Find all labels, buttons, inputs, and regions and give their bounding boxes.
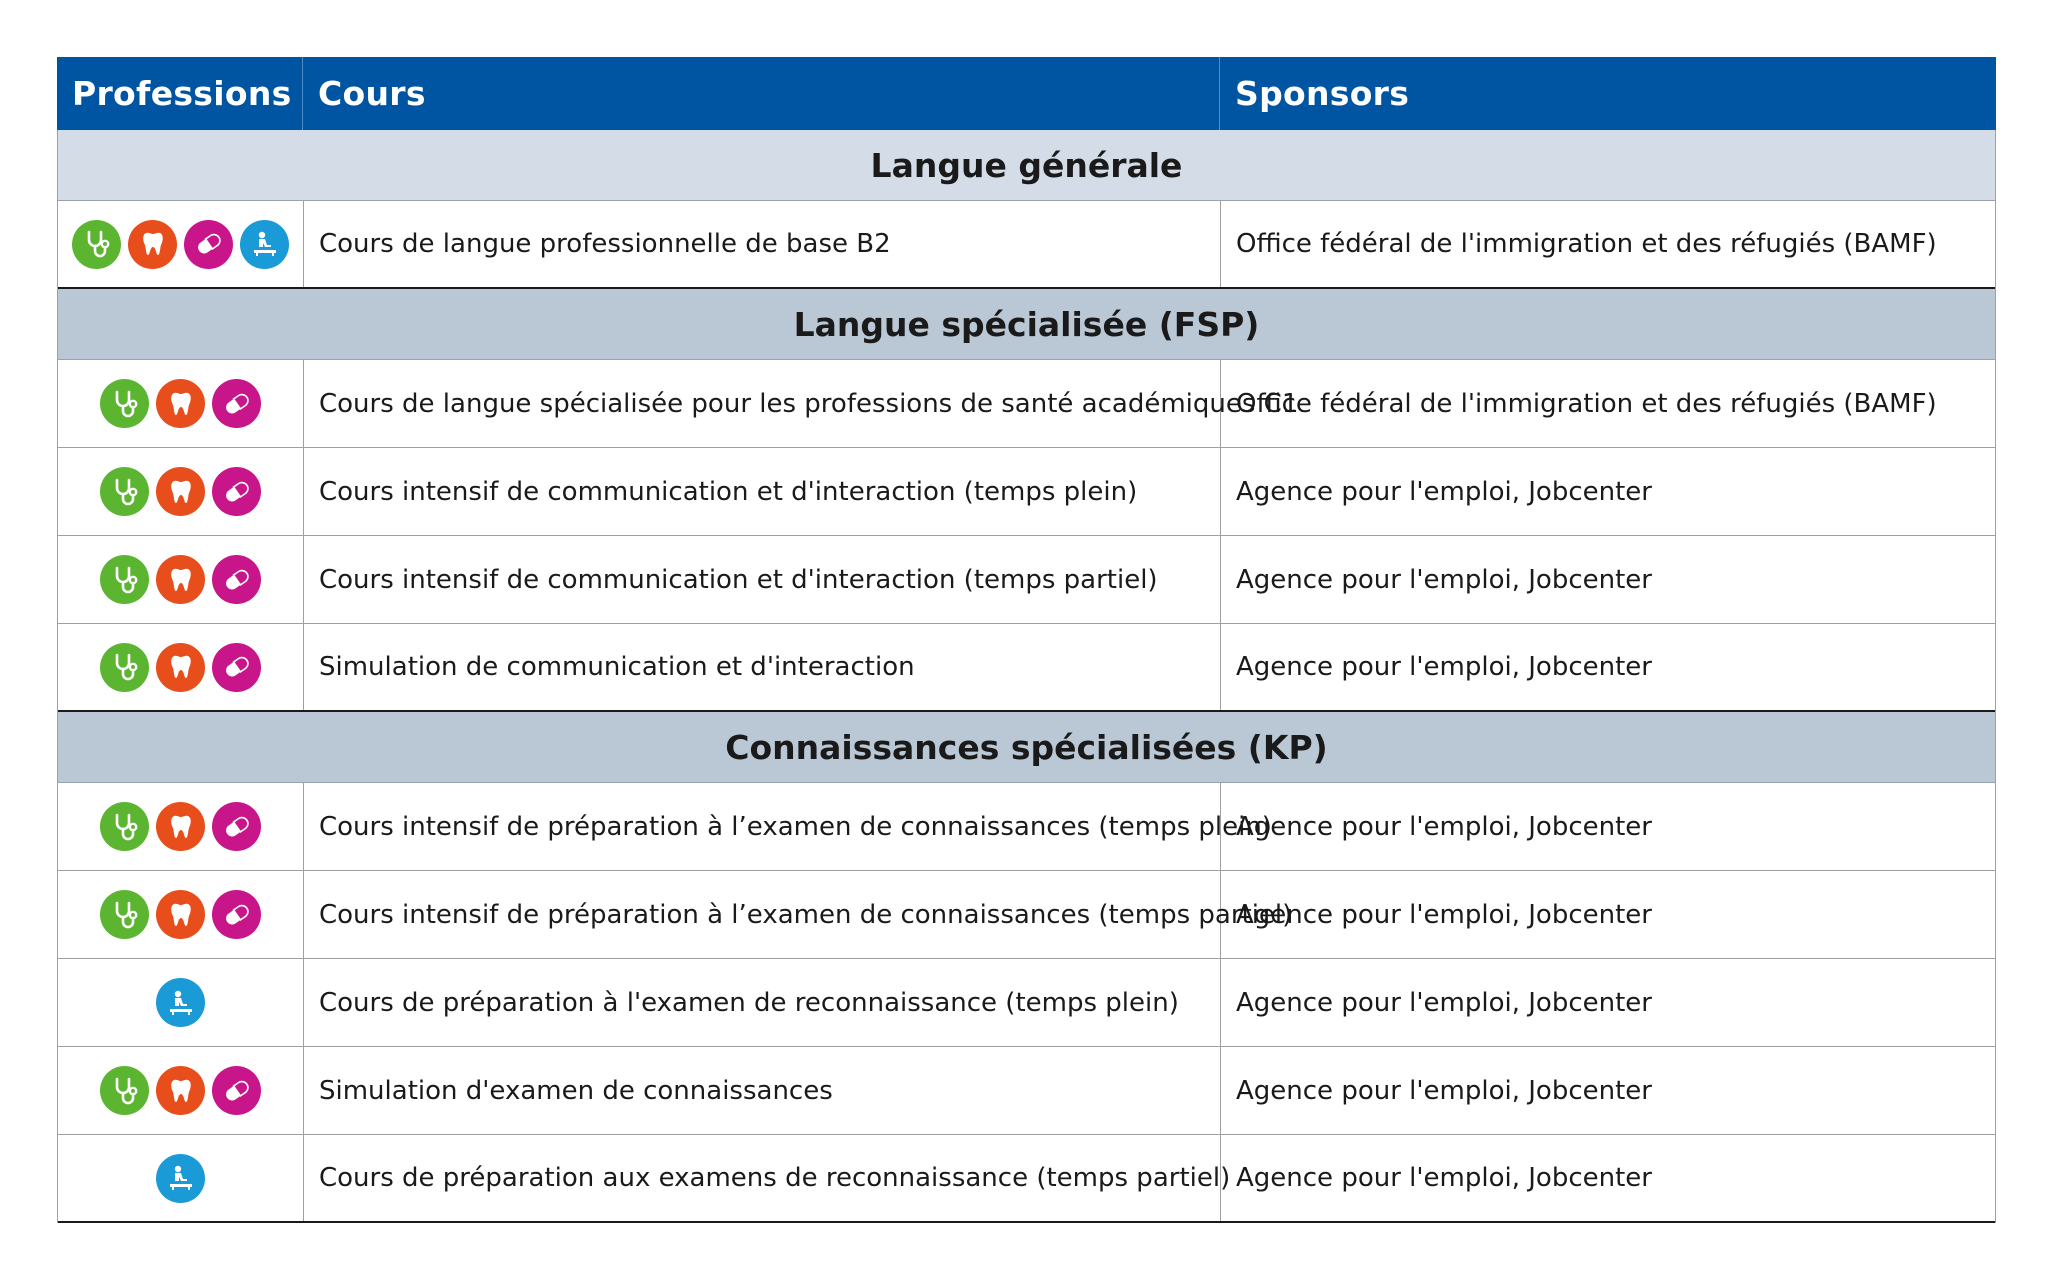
header-cours: Cours	[303, 57, 1220, 130]
table-row	[58, 783, 1995, 871]
table-body	[57, 130, 1996, 1223]
table-row	[58, 1047, 1995, 1135]
professions-cell	[58, 360, 304, 447]
professions-cell	[58, 783, 304, 870]
pill-icon	[212, 1066, 261, 1115]
header-sponsors: Sponsors	[1235, 74, 1410, 113]
course-cell: Simulation de communication et d'interaction	[304, 624, 1221, 710]
sponsor-cell: Agence pour l'emploi, Jobcenter	[1236, 987, 1652, 1018]
professions-cell	[58, 624, 304, 710]
table-row	[58, 871, 1995, 959]
professions-cell	[58, 959, 304, 1046]
professions-cell	[58, 536, 304, 623]
course-cell: Cours intensif de préparation à l’examen de connaissances (temps partiel)	[304, 871, 1221, 958]
physiotherapy-icon	[156, 978, 205, 1027]
physiotherapy-icon	[156, 1154, 205, 1203]
pill-icon	[212, 467, 261, 516]
stethoscope-icon	[100, 555, 149, 604]
table-row	[58, 448, 1995, 536]
tooth-icon	[156, 890, 205, 939]
sponsor-cell: Agence pour l'emploi, Jobcenter	[1236, 476, 1652, 507]
tooth-icon	[156, 379, 205, 428]
table-row	[58, 624, 1995, 712]
pill-icon	[212, 890, 261, 939]
professions-cell	[58, 201, 304, 287]
table-row	[58, 201, 1995, 289]
table-row	[58, 1135, 1995, 1223]
stethoscope-icon	[100, 379, 149, 428]
professions-cell	[58, 871, 304, 958]
course-cell: Cours intensif de préparation à l’examen de connaissances (temps plein)	[304, 783, 1221, 870]
course-cell: Cours intensif de communication et d'interaction (temps plein)	[304, 448, 1221, 535]
physiotherapy-icon	[240, 220, 289, 269]
pill-icon	[212, 555, 261, 604]
section-header: Connaissances spécialisées (KP)	[58, 712, 1995, 783]
section-header: Langue spécialisée (FSP)	[58, 289, 1995, 360]
pill-icon	[212, 802, 261, 851]
course-cell: Cours de langue spécialisée pour les professions de santé académiques C1	[304, 360, 1221, 447]
stethoscope-icon	[100, 1066, 149, 1115]
sponsor-cell: Office fédéral de l'immigration et des réfugiés (BAMF)	[1236, 229, 1937, 259]
course-cell: Cours de langue professionnelle de base B2	[304, 201, 1221, 287]
course-cell: Cours de préparation à l'examen de reconnaissance (temps plein)	[304, 959, 1221, 1046]
courses-table	[57, 57, 1996, 1223]
pill-icon	[184, 220, 233, 269]
header-professions: Professions	[57, 57, 303, 130]
table-row	[58, 360, 1995, 448]
course-cell: Cours intensif de communication et d'interaction (temps partiel)	[304, 536, 1221, 623]
sponsor-cell: Office fédéral de l'immigration et des réfugiés (BAMF)	[1236, 388, 1937, 419]
professions-cell	[58, 1135, 304, 1221]
tooth-icon	[128, 220, 177, 269]
stethoscope-icon	[100, 890, 149, 939]
table-row	[58, 536, 1995, 624]
stethoscope-icon	[100, 643, 149, 692]
tooth-icon	[156, 802, 205, 851]
course-cell: Cours de préparation aux examens de reconnaissance (temps partiel)	[304, 1135, 1221, 1221]
section-header: Langue générale	[58, 130, 1995, 201]
tooth-icon	[156, 467, 205, 516]
sponsor-cell: Agence pour l'emploi, Jobcenter	[1236, 899, 1652, 930]
table-row	[58, 959, 1995, 1047]
stethoscope-icon	[72, 220, 121, 269]
stethoscope-icon	[100, 467, 149, 516]
sponsor-cell: Agence pour l'emploi, Jobcenter	[1236, 811, 1652, 842]
professions-cell	[58, 1047, 304, 1134]
professions-cell	[58, 448, 304, 535]
tooth-icon	[156, 555, 205, 604]
pill-icon	[212, 379, 261, 428]
course-cell: Simulation d'examen de connaissances	[304, 1047, 1221, 1134]
stethoscope-icon	[100, 802, 149, 851]
tooth-icon	[156, 1066, 205, 1115]
sponsor-cell: Agence pour l'emploi, Jobcenter	[1236, 564, 1652, 595]
table-header	[57, 57, 1996, 130]
pill-icon	[212, 643, 261, 692]
sponsor-cell: Agence pour l'emploi, Jobcenter	[1236, 652, 1652, 682]
tooth-icon	[156, 643, 205, 692]
sponsor-cell: Agence pour l'emploi, Jobcenter	[1236, 1163, 1652, 1193]
sponsor-cell: Agence pour l'emploi, Jobcenter	[1236, 1075, 1652, 1106]
